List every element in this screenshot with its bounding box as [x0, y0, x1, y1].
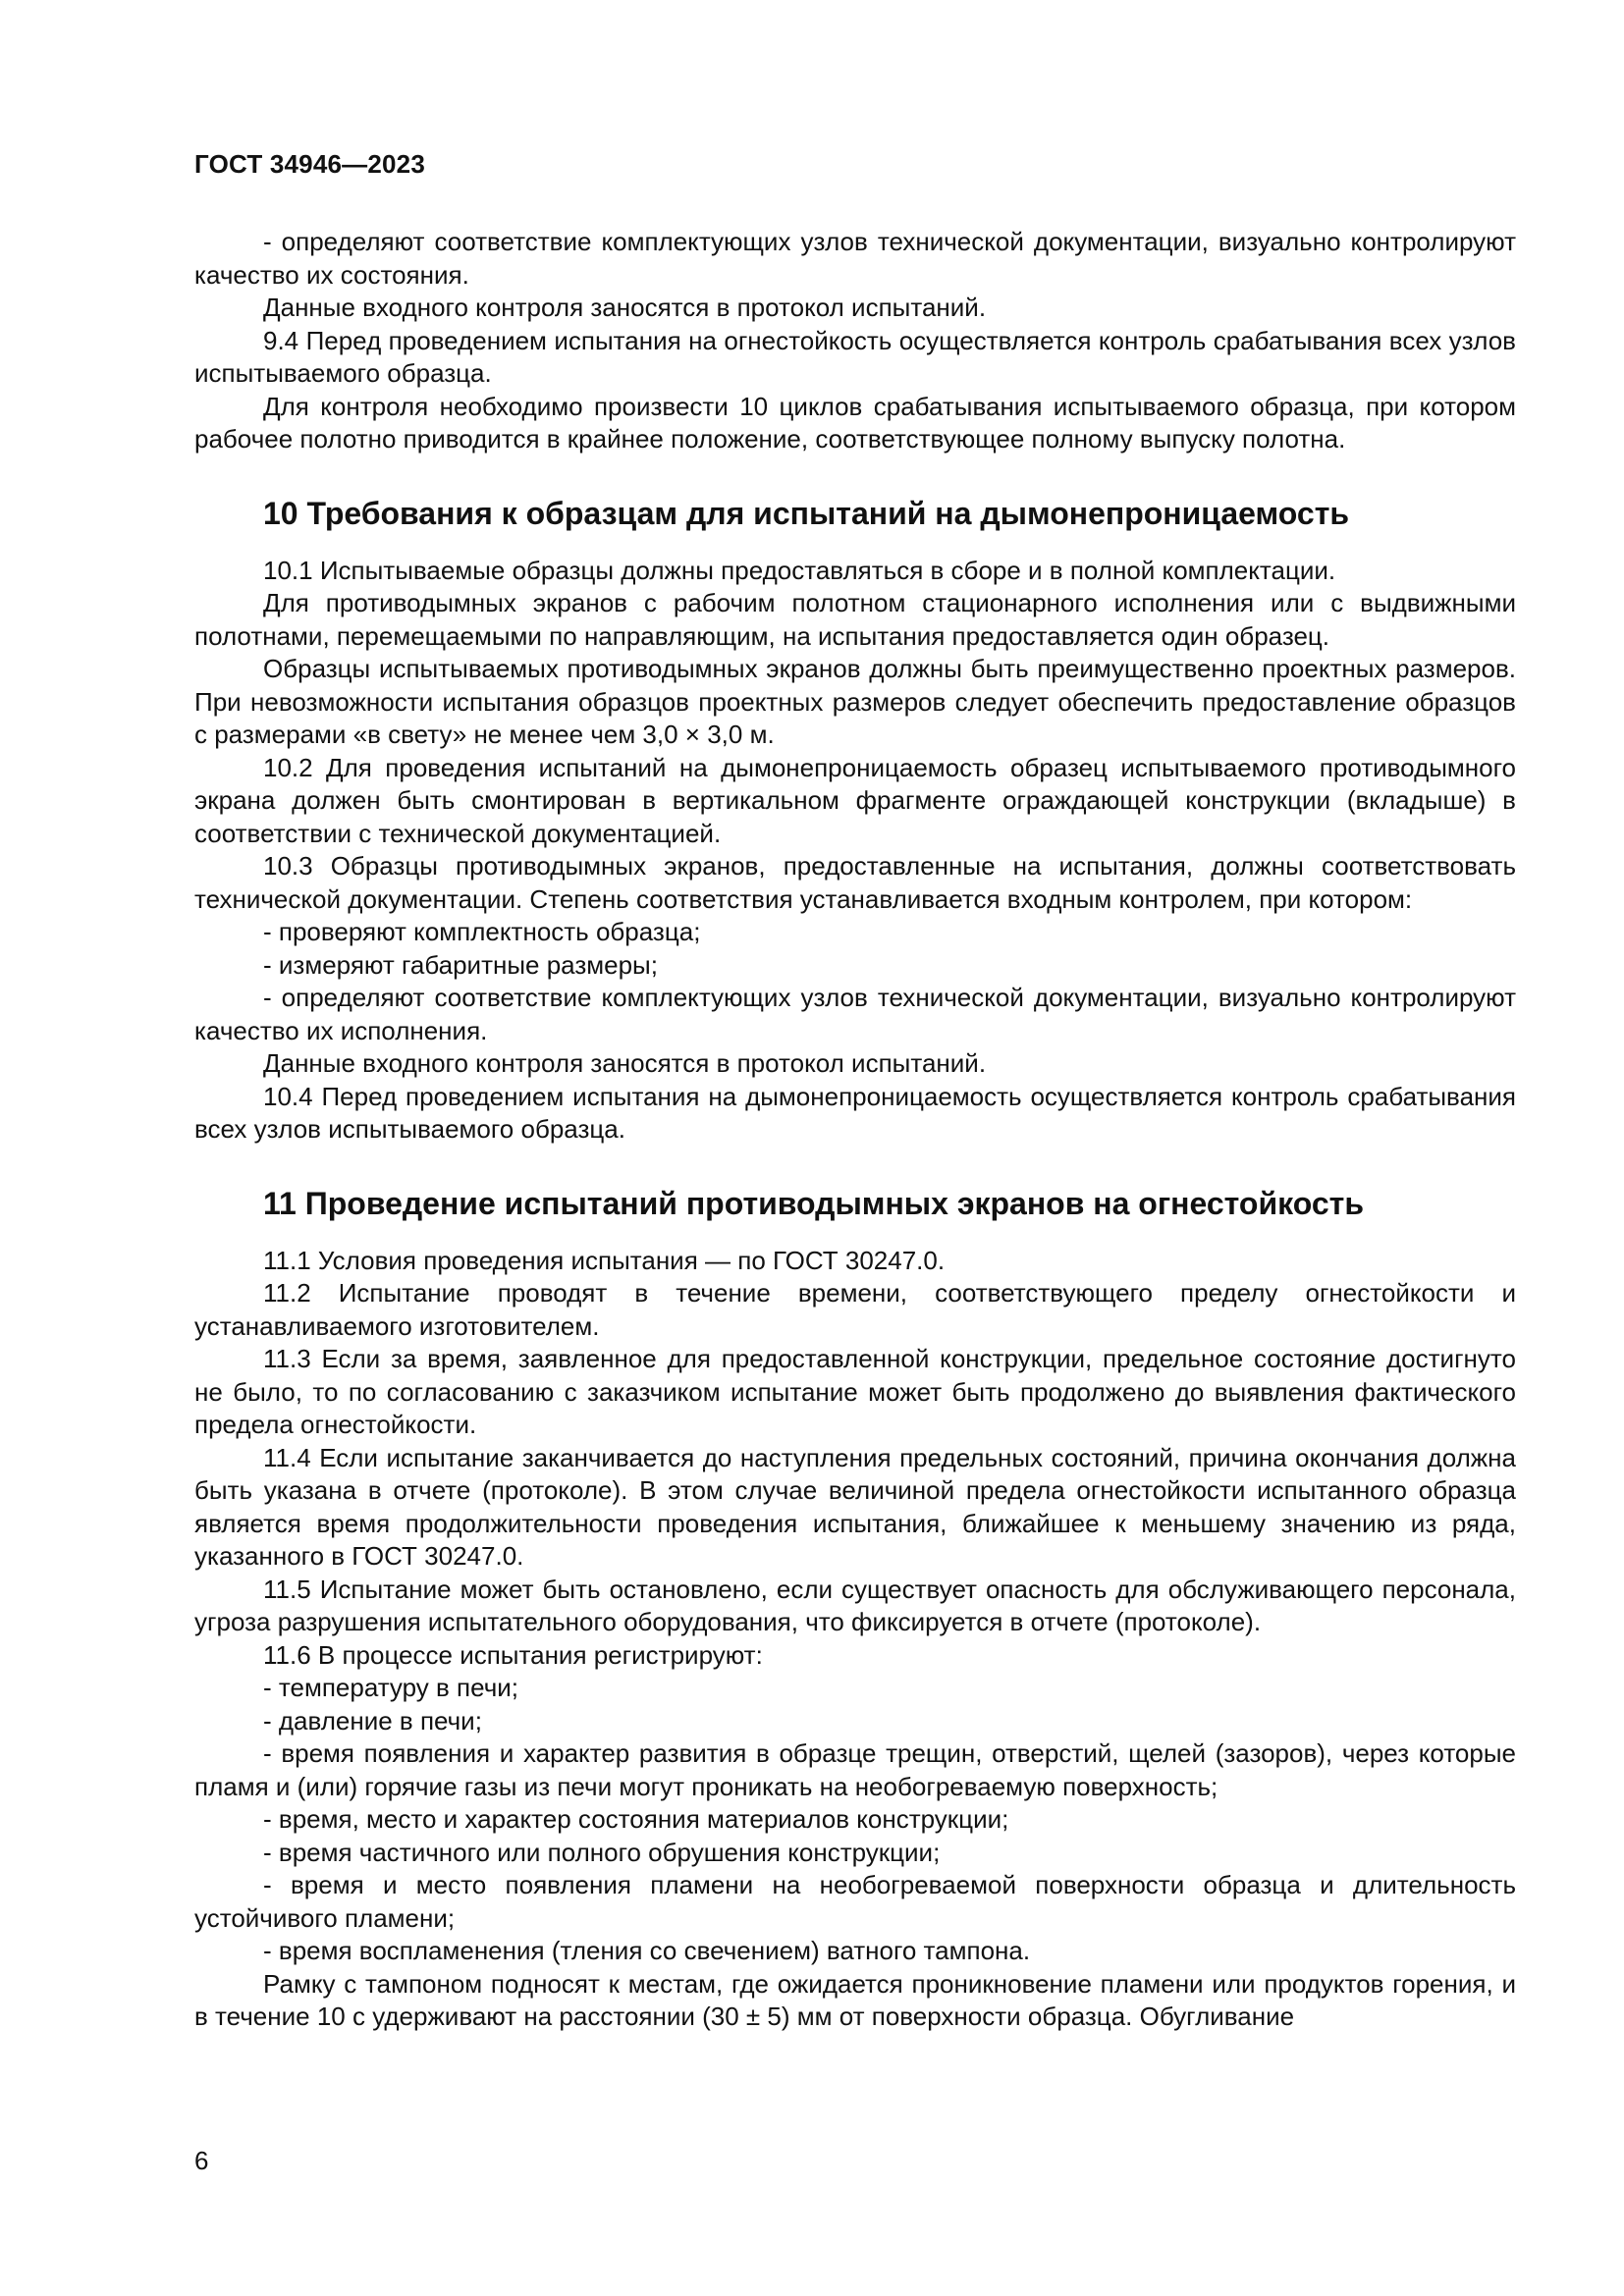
list-item: - время появления и характер развития в образце трещин, отверстий, щелей (зазоров), через которые пламя и (или) горячие газы из печи могут проникать на необогреваемую поверхность;: [194, 1738, 1516, 1801]
paragraph: - определяют соответствие комплектующих узлов технической документации, визуально контролируют качество их состояния.: [194, 227, 1516, 290]
paragraph: Образцы испытываемых противодымных экранов должны быть преимущественно проектных размеров. При невозможности испытания образцов проектных размеров следует обеспечить предоставление образцов с размерами «в свету» не менее чем 3,0 × 3,0 м.: [194, 654, 1516, 749]
list-item: - температуру в печи;: [263, 1673, 519, 1702]
paragraph: Рамку с тампоном подносят к местам, где ожидается проникновение пламени или продуктов горения, и в течение 10 с удерживают на расстоянии (30 ± 5) мм от поверхности образца. Обугливание: [194, 1968, 1516, 2031]
paragraph: Данные входного контроля заносятся в протокол испытаний.: [263, 1048, 987, 1078]
paragraph: Для противодымных экранов с рабочим полотном стационарного исполнения или с выдвижными полотнами, перемещаемыми по направляющим, на испытания предоставляется один образец.: [194, 588, 1516, 651]
list-item: - проверяют комплектность образца;: [263, 917, 701, 946]
paragraph: Данные входного контроля заносятся в протокол испытаний.: [263, 293, 987, 322]
paragraph: 10.4 Перед проведением испытания на дымонепроницаемость осуществляется контроль срабатывания всех узлов испытываемого образца.: [194, 1081, 1516, 1144]
list-item: - время и место появления пламени на необогреваемой поверхности образца и длительность устойчивого пламени;: [194, 1870, 1516, 1933]
list-item: - измеряют габаритные размеры;: [263, 949, 658, 980]
paragraph: 9.4 Перед проведением испытания на огнестойкость осуществляется контроль срабатывания всех узлов испытываемого образца.: [194, 325, 1516, 388]
list-item: - определяют соответствие комплектующих узлов технической документации, визуально контролируют качество их исполнения.: [194, 983, 1516, 1045]
list-item: - время, место и характер состояния материалов конструкции;: [263, 1804, 1009, 1834]
paragraph: 11.1 Условия проведения испытания — по ГОСТ 30247.0.: [263, 1245, 946, 1275]
paragraph: 10.1 Испытываемые образцы должны предоставляться в сборе и в полной комплектации.: [263, 555, 1336, 585]
paragraph: 11.4 Если испытание заканчивается до наступления предельных состояний, причина окончания должна быть указана в отчете (протоколе). В этом случае величиной предела огнестойкости испытанного образца является время продолжительности проведения испытания, ближайшее к меньшему значению из ряда, указанного в ГОСТ 30247.0.: [194, 1442, 1516, 1571]
paragraph: 11.5 Испытание может быть остановлено, если существует опасность для обслуживающего персонала, угроза разрушения испытательного оборудования, что фиксируется в отчете (протоколе).: [194, 1574, 1516, 1636]
paragraph: 10.2 Для проведения испытаний на дымонепроницаемость образец испытываемого противодымного экрана должен быть смонтирован в вертикальном фрагменте ограждающей конструкции (вкладыше) в соответствии с технической документацией.: [194, 752, 1516, 848]
paragraph: 11.3 Если за время, заявленное для предоставленной конструкции, предельное состояние достигнуто не было, то по согласованию с заказчиком испытание может быть продолжено до выявления фактического предела огнестойкости.: [194, 1344, 1516, 1439]
list-item: - давление в печи;: [263, 1705, 482, 1735]
section-10-heading: 10 Требования к образцам для испытаний на дымонепроницаемость: [263, 495, 1350, 531]
page-number: 6: [194, 2146, 209, 2175]
section-11-heading: 11 Проведение испытаний противодымных экранов на огнестойкость: [263, 1185, 1364, 1221]
list-item: - время частичного или полного обрушения конструкции;: [263, 1837, 941, 1867]
paragraph: 11.2 Испытание проводят в течение времени, соответствующего пределу огнестойкости и устанавливаемого изготовителем.: [194, 1278, 1516, 1341]
document-id-header: ГОСТ 34946—2023: [194, 149, 425, 179]
page-content: [194, 226, 1516, 2034]
paragraph: Для контроля необходимо произвести 10 циклов срабатывания испытываемого образца, при котором рабочее полотно приводится в крайнее положение, соответствующее полному выпуску полотна.: [194, 391, 1516, 454]
paragraph: 11.6 В процессе испытания регистрируют:: [263, 1639, 763, 1670]
list-item: - время воспламенения (тления со свечением) ватного тампона.: [263, 1936, 1031, 1965]
paragraph: 10.3 Образцы противодымных экранов, предоставленные на испытания, должны соответствовать технической документации. Степень соответствия устанавливается входным контролем, при котором:: [194, 851, 1516, 914]
